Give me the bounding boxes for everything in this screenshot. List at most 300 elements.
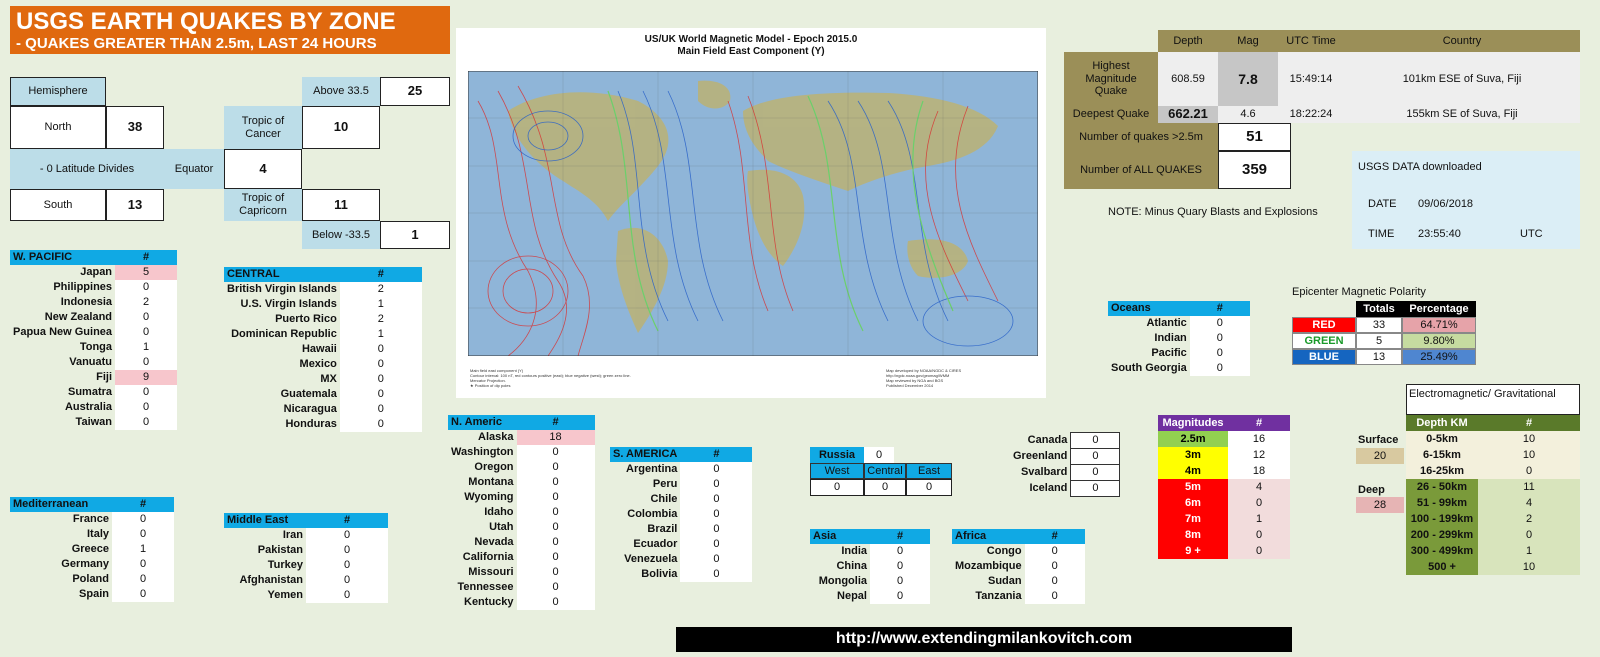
table-row <box>448 550 595 565</box>
table-row <box>448 475 595 490</box>
row-value: 0 <box>1025 544 1085 559</box>
magnitude-value: 4 <box>1228 479 1290 495</box>
magnitude-value: 0 <box>1228 543 1290 559</box>
polarity-percentage: 9.80% <box>1402 333 1476 349</box>
row-value: 0 <box>115 325 177 340</box>
table-row <box>10 557 174 572</box>
table-row <box>10 265 177 280</box>
row-value: 0 <box>517 490 595 505</box>
table-row <box>810 589 930 604</box>
row-name: Honduras <box>285 418 337 430</box>
depth-range: 6-15km <box>1406 447 1478 463</box>
depth-value: 11 <box>1478 479 1580 495</box>
page-subtitle: - QUAKES GREATER THAN 2.5m, LAST 24 HOURS <box>16 35 377 52</box>
row-name: Bolivia <box>641 568 678 580</box>
row-value: 0 <box>115 310 177 325</box>
table-row <box>10 572 174 587</box>
row-name: Hawaii <box>301 343 337 355</box>
row-name: Tanzania <box>975 590 1022 602</box>
row-name: Mongolia <box>818 575 867 587</box>
magnitude-name: 7m <box>1158 511 1228 527</box>
equator-value: 4 <box>224 149 302 189</box>
russia-west-value: 0 <box>810 479 864 496</box>
table-mediterranean <box>10 497 174 602</box>
row-value: 0 <box>115 280 177 295</box>
row-name: Chile <box>650 493 678 505</box>
depth-range: 16-25km <box>1406 463 1478 479</box>
depth-value: 0 <box>1478 527 1580 543</box>
map-note-right: Map developed by NOAA/NGDC & CIRES http://ngdc.noaa.gov/geomag/WMM Map reviewed by NGA and BGS Published December 2014 <box>886 368 962 388</box>
row-name: China <box>836 560 867 572</box>
polarity-name: RED <box>1292 317 1356 333</box>
table-row <box>610 462 752 477</box>
row-name: Puerto Rico <box>275 313 337 325</box>
table-row <box>224 573 388 588</box>
region-hash: # <box>870 529 930 544</box>
row-name: Mexico <box>299 358 337 370</box>
table-row <box>810 559 930 574</box>
deepest-time: 18:22:24 <box>1278 106 1344 123</box>
row-name: Pacific <box>1151 347 1187 359</box>
row-value: 9 <box>115 370 177 385</box>
countall-label: Number of ALL QUAKES <box>1064 151 1218 189</box>
row-name: Svalbard <box>1020 466 1068 478</box>
map-title: US/UK World Magnetic Model - Epoch 2015.0 <box>644 34 858 45</box>
region-hash: # <box>306 513 388 528</box>
deepest-label: Deepest Quake <box>1064 106 1158 123</box>
row-value: 0 <box>517 550 595 565</box>
row-name: New Zealand <box>44 311 113 323</box>
table-middle-east <box>224 513 388 603</box>
summary-header-depth: Depth <box>1158 30 1218 52</box>
table-row <box>1108 361 1250 376</box>
row-name: Venezuela <box>624 553 678 565</box>
row-name: Nicaragua <box>283 403 337 415</box>
depth-value: 10 <box>1478 447 1580 463</box>
region-header: N. Americ <box>448 415 517 430</box>
highest-country: 101km ESE of Suva, Fiji <box>1344 52 1580 106</box>
magnitude-value: 16 <box>1228 431 1290 447</box>
deepest-country: 155km SE of Suva, Fiji <box>1344 106 1580 123</box>
region-header: Oceans <box>1108 301 1190 316</box>
table-row <box>10 310 177 325</box>
russia-central-value: 0 <box>864 479 906 496</box>
magnitude-value: 12 <box>1228 447 1290 463</box>
row-value: 0 <box>870 559 930 574</box>
table-row <box>952 574 1085 589</box>
row-name: Iran <box>282 529 303 541</box>
table-row <box>10 325 177 340</box>
row-value: 0 <box>115 355 177 370</box>
row-value: 2 <box>340 312 422 327</box>
table-row <box>10 295 177 310</box>
count25-value: 51 <box>1218 123 1291 151</box>
row-name: South Georgia <box>1111 362 1187 374</box>
magnitude-name: 4m <box>1158 463 1228 479</box>
row-value: 0 <box>517 460 595 475</box>
magnetic-map <box>456 28 1046 398</box>
row-name: Missouri <box>468 566 514 578</box>
magnitude-name: 6m <box>1158 495 1228 511</box>
row-value: 0 <box>1071 449 1120 465</box>
row-value: 0 <box>680 507 752 522</box>
row-name: Dominican Republic <box>231 328 337 340</box>
row-name: Spain <box>79 588 109 600</box>
row-name: Atlantic <box>1146 317 1187 329</box>
table-row <box>448 565 595 580</box>
page-title: USGS EARTH QUAKES BY ZONE <box>16 8 396 35</box>
row-name: Brazil <box>647 523 678 535</box>
row-value: 0 <box>112 512 174 527</box>
table-central <box>224 267 422 432</box>
footer-url[interactable]: http://www.extendingmilankovitch.com <box>676 627 1292 652</box>
row-name: Tennessee <box>457 581 514 593</box>
magnitude-name: 5m <box>1158 479 1228 495</box>
highest-time: 15:49:14 <box>1278 52 1344 106</box>
table-row <box>1010 433 1120 449</box>
polarity-col-percentage: Percentage <box>1402 301 1476 317</box>
row-value: 18 <box>517 430 595 445</box>
row-value: 0 <box>340 342 422 357</box>
table-row <box>10 385 177 400</box>
table-row <box>224 417 422 432</box>
table-row <box>224 528 388 543</box>
table-row <box>448 460 595 475</box>
row-name: Oregon <box>474 461 514 473</box>
row-value: 0 <box>340 387 422 402</box>
highest-depth: 608.59 <box>1158 52 1218 106</box>
table-asia <box>810 529 930 604</box>
row-value: 0 <box>340 417 422 432</box>
russia-col-east: East <box>906 463 952 479</box>
row-name: Alaska <box>478 431 514 443</box>
table-row <box>610 507 752 522</box>
table-row <box>448 520 595 535</box>
row-name: Pakistan <box>257 544 303 556</box>
row-value: 0 <box>1190 361 1250 376</box>
row-value: 0 <box>680 477 752 492</box>
row-value: 0 <box>517 520 595 535</box>
hemisphere-title: Hemisphere <box>10 77 106 106</box>
table-row <box>448 505 595 520</box>
download-date: 09/06/2018 <box>1418 198 1474 210</box>
table-row <box>448 445 595 460</box>
row-value: 0 <box>517 580 595 595</box>
row-name: Afghanistan <box>239 574 303 586</box>
row-value: 2 <box>115 295 177 310</box>
deep-label: Deep <box>1358 484 1385 496</box>
depth-hash: # <box>1478 415 1580 431</box>
latitude-divides-label: - 0 Latitude Divides <box>10 149 164 189</box>
row-name: Montana <box>468 476 514 488</box>
table-row <box>810 544 930 559</box>
magnitude-name: 2.5m <box>1158 431 1228 447</box>
row-value: 0 <box>306 528 388 543</box>
row-value: 0 <box>517 505 595 520</box>
region-header: Middle East <box>224 513 306 528</box>
table-row <box>10 527 174 542</box>
row-name: Wyoming <box>464 491 514 503</box>
table-africa <box>952 529 1085 604</box>
download-time-label: TIME <box>1368 228 1395 240</box>
depth-value: 10 <box>1478 431 1580 447</box>
download-date-label: DATE <box>1368 198 1397 210</box>
row-value: 0 <box>1071 481 1120 497</box>
row-value: 0 <box>115 400 177 415</box>
row-value: 0 <box>1071 433 1120 449</box>
row-value: 0 <box>517 565 595 580</box>
table-row <box>1108 346 1250 361</box>
region-hash: # <box>517 415 595 430</box>
table-row <box>1010 481 1120 497</box>
magnitude-name: 9 + <box>1158 543 1228 559</box>
region-hash: # <box>1190 301 1250 316</box>
summary-header-mag: Mag <box>1218 30 1278 52</box>
row-name: India <box>841 545 867 557</box>
row-name: Japan <box>80 266 113 278</box>
row-value: 0 <box>680 552 752 567</box>
row-name: Canada <box>1027 434 1068 446</box>
row-value: 0 <box>340 357 422 372</box>
row-value: 0 <box>517 595 595 610</box>
south-value: 13 <box>106 189 164 221</box>
table-row <box>610 477 752 492</box>
table-row <box>448 430 595 445</box>
table-row <box>952 589 1085 604</box>
depth-range: 51 - 99km <box>1406 495 1478 511</box>
depth-range: 100 - 199km <box>1406 511 1478 527</box>
region-header: W. PACIFIC <box>10 250 115 265</box>
russia-col-west: West <box>810 463 864 479</box>
table-oceans <box>1108 301 1250 376</box>
table-row <box>10 542 174 557</box>
table-row <box>610 537 752 552</box>
table-row <box>224 327 422 342</box>
magnitude-name: 8m <box>1158 527 1228 543</box>
above-label: Above 33.5 <box>302 77 380 106</box>
row-name: Vanuatu <box>69 356 113 368</box>
row-value: 0 <box>1190 316 1250 331</box>
table-row <box>224 357 422 372</box>
row-name: Peru <box>652 478 678 490</box>
summary-header-time: UTC Time <box>1278 30 1344 52</box>
tropic-cancer-label: Tropic of Cancer <box>224 106 302 149</box>
equator-label: Equator <box>164 149 224 189</box>
map-note-left: Main field east component (Y) Contour interval: 100 nT, red contours positive (east); blue negative (west); green zero line. Mercator Projection. ★ Position of dip poles <box>470 368 631 388</box>
region-hash: # <box>115 250 177 265</box>
table-row <box>10 280 177 295</box>
table-s-america <box>610 447 752 582</box>
row-value: 0 <box>1190 331 1250 346</box>
row-name: France <box>72 513 109 525</box>
polarity-total: 5 <box>1356 333 1402 349</box>
magnitude-value: 0 <box>1228 495 1290 511</box>
row-value: 0 <box>1190 346 1250 361</box>
row-value: 0 <box>306 558 388 573</box>
title-banner <box>10 6 450 54</box>
row-value: 0 <box>870 589 930 604</box>
row-name: MX <box>320 373 337 385</box>
table-north-lands <box>1010 432 1120 497</box>
summary-header-country: Country <box>1344 30 1580 52</box>
row-value: 0 <box>680 462 752 477</box>
polarity-name: BLUE <box>1292 349 1356 365</box>
polarity-percentage: 25.49% <box>1402 349 1476 365</box>
tropic-capricorn-label: Tropic of Capricorn <box>224 189 302 221</box>
table-row <box>224 312 422 327</box>
region-hash: # <box>112 497 174 512</box>
row-value: 0 <box>680 522 752 537</box>
below-value: 1 <box>380 221 450 249</box>
depth-range: 200 - 299km <box>1406 527 1478 543</box>
row-value: 0 <box>870 544 930 559</box>
row-value: 0 <box>680 537 752 552</box>
table-row <box>610 522 752 537</box>
row-name: Nevada <box>474 536 514 548</box>
depth-title: Electromagnetic/ Gravitational <box>1406 384 1580 415</box>
row-value: 0 <box>680 492 752 507</box>
row-value: 5 <box>115 265 177 280</box>
table-row <box>448 580 595 595</box>
magnitude-name: 3m <box>1158 447 1228 463</box>
row-name: Greenland <box>1013 450 1068 462</box>
depth-range: 26 - 50km <box>1406 479 1478 495</box>
highest-mag: 7.8 <box>1218 52 1278 106</box>
deepest-mag: 4.6 <box>1218 106 1278 123</box>
surface-label: Surface <box>1358 434 1399 446</box>
table-row <box>224 402 422 417</box>
tropic-cancer-value: 10 <box>302 106 380 149</box>
count25-label: Number of quakes >2.5m <box>1064 123 1218 151</box>
row-value: 0 <box>517 475 595 490</box>
row-name: Nepal <box>837 590 867 602</box>
table-w-pacific <box>10 250 177 430</box>
south-label: South <box>10 189 106 221</box>
row-name: Indian <box>1154 332 1187 344</box>
table-row <box>224 372 422 387</box>
table-row <box>1010 465 1120 481</box>
table-row <box>224 297 422 312</box>
row-name: Iceland <box>1029 482 1068 494</box>
table-row <box>610 567 752 582</box>
row-name: Ecuador <box>633 538 678 550</box>
region-header: Mediterranean <box>10 497 112 512</box>
row-name: Utah <box>489 521 514 533</box>
depth-range: 300 - 499km <box>1406 543 1478 559</box>
row-name: Tonga <box>79 341 113 353</box>
row-value: 0 <box>112 557 174 572</box>
deepest-depth: 662.21 <box>1158 106 1218 123</box>
row-name: Australia <box>64 401 113 413</box>
row-value: 1 <box>340 327 422 342</box>
russia-label: Russia <box>810 447 864 463</box>
table-row <box>224 342 422 357</box>
table-row <box>224 387 422 402</box>
magnitude-value: 1 <box>1228 511 1290 527</box>
magnitudes-header: Magnitudes <box>1158 415 1228 431</box>
table-row <box>224 558 388 573</box>
map-subtitle: Main Field East Component (Y) <box>677 46 825 57</box>
row-name: Taiwan <box>75 416 113 428</box>
row-name: Sudan <box>988 575 1022 587</box>
table-row <box>448 535 595 550</box>
row-name: Guatemala <box>280 388 337 400</box>
row-name: British Virgin Islands <box>227 283 337 295</box>
row-name: Colombia <box>627 508 678 520</box>
table-row <box>1010 449 1120 465</box>
table-row <box>448 490 595 505</box>
region-header: Asia <box>810 529 870 544</box>
summary-note: NOTE: Minus Quary Blasts and Explosions <box>1108 206 1318 218</box>
table-row <box>610 492 752 507</box>
depth-value: 1 <box>1478 543 1580 559</box>
table-row <box>448 595 595 610</box>
table-row <box>10 355 177 370</box>
surface-total: 20 <box>1356 448 1404 464</box>
row-value: 0 <box>1025 589 1085 604</box>
table-row <box>10 512 174 527</box>
row-name: U.S. Virgin Islands <box>240 298 337 310</box>
row-value: 1 <box>340 297 422 312</box>
row-name: Washington <box>451 446 514 458</box>
table-row <box>610 552 752 567</box>
north-label: North <box>10 106 106 149</box>
row-value: 0 <box>1025 559 1085 574</box>
above-value: 25 <box>380 77 450 106</box>
row-name: Fiji <box>96 371 113 383</box>
region-hash: # <box>340 267 422 282</box>
depth-range: 0-5km <box>1406 431 1478 447</box>
north-value: 38 <box>106 106 164 149</box>
row-name: Papua New Guinea <box>13 326 113 338</box>
polarity-col-totals: Totals <box>1356 301 1402 317</box>
row-value: 0 <box>112 587 174 602</box>
row-name: Germany <box>61 558 109 570</box>
table-row <box>224 282 422 297</box>
table-row <box>224 588 388 603</box>
table-row <box>952 559 1085 574</box>
depth-value: 4 <box>1478 495 1580 511</box>
table-row <box>952 544 1085 559</box>
download-box <box>1352 151 1580 249</box>
magnitude-value: 18 <box>1228 463 1290 479</box>
download-title: USGS DATA downloaded <box>1358 161 1482 173</box>
row-value: 0 <box>306 588 388 603</box>
magnitude-value: 0 <box>1228 527 1290 543</box>
row-name: Congo <box>986 545 1022 557</box>
row-name: Poland <box>72 573 109 585</box>
below-label: Below -33.5 <box>302 221 380 249</box>
row-value: 0 <box>680 567 752 582</box>
row-value: 0 <box>112 527 174 542</box>
row-value: 1 <box>112 542 174 557</box>
table-row <box>10 587 174 602</box>
row-name: Italy <box>86 528 109 540</box>
russia-east-value: 0 <box>906 479 952 496</box>
world-map-graphic <box>468 71 1038 356</box>
table-n-america <box>448 415 595 610</box>
russia-value: 0 <box>864 447 894 463</box>
table-row <box>224 543 388 558</box>
row-name: Turkey <box>267 559 303 571</box>
polarity-total: 33 <box>1356 317 1402 333</box>
polarity-name: GREEN <box>1292 333 1356 349</box>
row-value: 1 <box>115 340 177 355</box>
table-row <box>10 400 177 415</box>
depth-header: Depth KM <box>1406 415 1478 431</box>
countall-value: 359 <box>1218 151 1291 189</box>
row-value: 0 <box>870 574 930 589</box>
